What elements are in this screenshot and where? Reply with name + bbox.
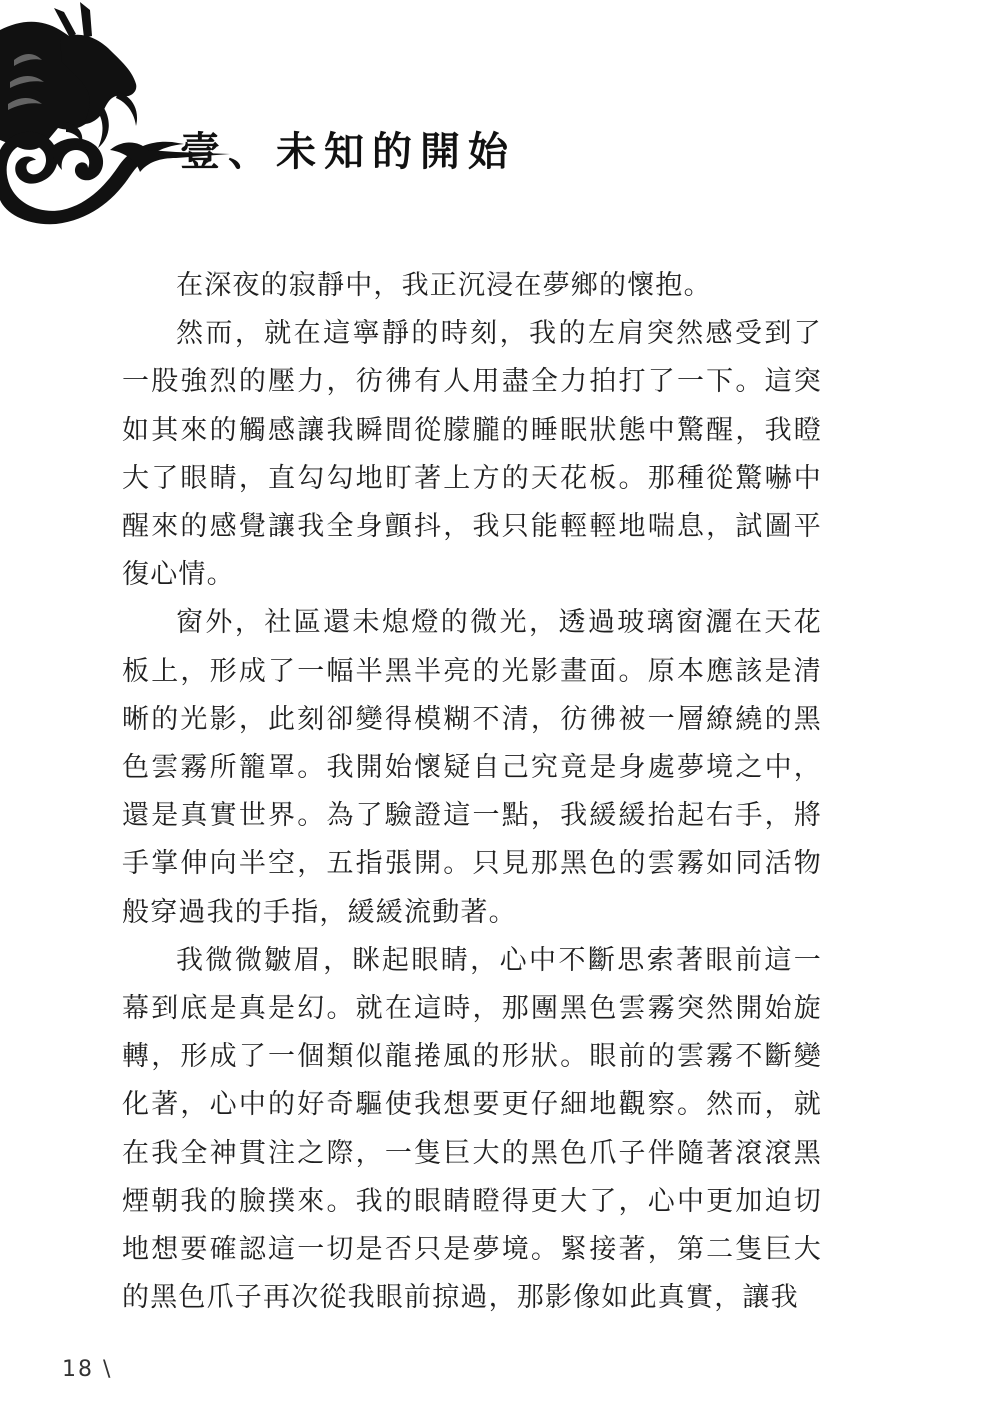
paragraph-4: 我微微皺眉，眯起眼睛，心中不斷思索著眼前這一幕到底是真是幻。就在這時，那團黑色雲霧突然開始旋轉，形成了一個類似龍捲風的形狀。眼前的雲霧不斷變化著，心中的好奇驅使我想要更仔細地觀察。然而，就在我全神貫注之際，一隻巨大的黑色爪子伴隨著滾滾黑煙朝我的臉撲來。我的眼睛瞪得更大了，心中更加迫切地想要確認這一切是否只是夢境。緊接著，第二隻巨大的黑色爪子再次從我眼前掠過，那影像如此真實，讓我 [122, 944, 822, 1314]
paragraph-2: 然而，就在這寧靜的時刻，我的左肩突然感受到了一股強烈的壓力，彷彿有人用盡全力拍打了一下。這突如其來的觸感讓我瞬間從朦朧的睡眠狀態中驚醒，我瞪大了眼睛，直勾勾地盯著上方的天花板。那種從驚嚇中醒來的感覺讓我全身顫抖，我只能輕輕地喘息，試圖平復心情。 [122, 318, 822, 591]
paragraph-3: 窗外，社區還未熄燈的微光，透過玻璃窗灑在天花板上，形成了一幅半黑半亮的光影畫面。原本應該是清晰的光影，此刻卻變得模糊不清，彷彿被一層繚繞的黑色雲霧所籠罩。我開始懷疑自己究竟是身處夢境之中，還是真實世界。為了驗證這一點，我緩緩抬起右手，將手掌伸向半空，五指張開。只見那黑色的雲霧如同活物般穿過我的手指，緩緩流動著。 [122, 607, 822, 928]
body-text [122, 262, 822, 1322]
paragraph-1: 在深夜的寂靜中，我正沉浸在夢鄉的懷抱。 [176, 270, 712, 301]
dragon-icon [0, 0, 240, 230]
page-number: 18 \ [62, 1357, 113, 1382]
chapter-title: 壹、未知的開始 [180, 129, 516, 175]
